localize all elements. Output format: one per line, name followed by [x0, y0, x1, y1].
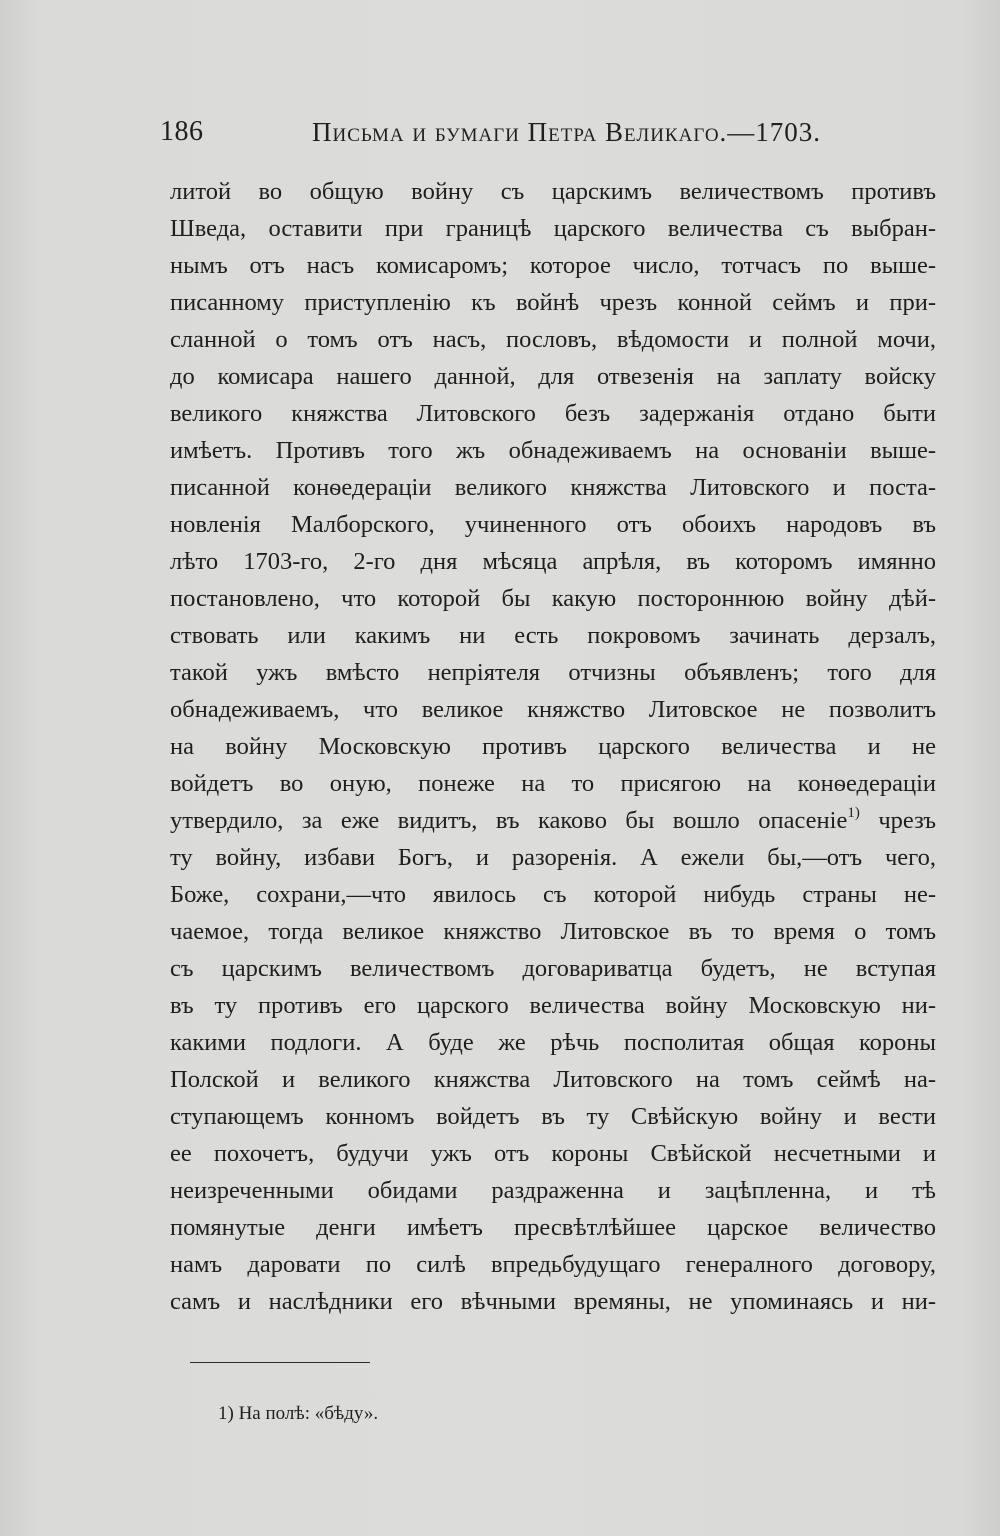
text-line: великого княжства Литовского безъ задержанія отдано быти: [170, 400, 936, 427]
text-line: чаемое, тогда великое княжство Литовское въ то время о томъ: [170, 918, 936, 945]
text-line: лѣто 1703-го, 2-го дня мѣсяца апрѣля, въ которомъ имянно: [170, 548, 936, 575]
footnote-marker: 1): [847, 804, 860, 821]
running-head: Письма и бумаги Петра Великаго.—1703.: [312, 117, 822, 147]
text-line: на войну Московскую противъ царского величества и не: [170, 733, 936, 760]
footnote-divider: [190, 1362, 370, 1363]
text-line: постановлено, что которой бы какую постороннюю войну дѣй-: [170, 585, 936, 612]
text-line: неизреченными обидами раздраженна и зацѣпленна, и тѣ: [170, 1177, 936, 1204]
text-line: войдетъ во оную, понеже на то присягою на конѳедераціи: [170, 770, 936, 797]
text-line: писанному приступленію къ войнѣ чрезъ конной сеймъ и при-: [170, 289, 936, 316]
text-line: какими подлоги. А буде же рѣчь посполитая общая короны: [170, 1029, 936, 1056]
text-line: ту войну, избави Богъ, и разоренія. А ежели бы,—отъ чего,: [170, 844, 936, 871]
text-line: Боже, сохрани,—что явилось съ которой нибудь страны не-: [170, 881, 936, 908]
text-line: съ царскимъ величествомъ договариватца будетъ, не вступая: [170, 955, 936, 982]
text-line: нымъ отъ насъ комисаромъ; которое число, тотчасъ по выше-: [170, 252, 936, 279]
text-line: ее похочетъ, будучи ужъ отъ короны Свѣйской несчетными и: [170, 1140, 936, 1167]
text-line: помянутые денги имѣетъ пресвѣтлѣйшее царское величество: [170, 1214, 936, 1241]
text-line: литой во общую войну съ царскимъ величествомъ противъ: [170, 178, 936, 205]
text-line: обнадеживаемъ, что великое княжство Литовское не позволитъ: [170, 696, 936, 723]
text-line: сланной о томъ отъ насъ, пословъ, вѣдомости и полной мочи,: [170, 326, 936, 353]
page-header: [160, 116, 822, 156]
text-line: въ ту противъ его царского величества войну Московскую ни-: [170, 992, 936, 1019]
text-line: ствовать или какимъ ни есть покровомъ зачинать дерзалъ,: [170, 622, 936, 649]
text-line: до комисара нашего данной, для отвезенія на заплату войску: [170, 363, 936, 390]
text-line: намъ даровати по силѣ впредьбудущаго генералного договору,: [170, 1251, 936, 1278]
text-line: Полской и великого княжства Литовского на томъ сеймѣ на-: [170, 1066, 936, 1093]
body-text: [170, 173, 936, 1320]
text-line: такой ужъ вмѣсто непріятеля отчизны объявленъ; того для: [170, 659, 936, 686]
text-line: ступающемъ конномъ войдетъ въ ту Свѣйскую войну и вести: [170, 1103, 936, 1130]
footnote: 1) На полѣ: «бѣду».: [218, 1403, 379, 1424]
text-line-fragment: чрезъ: [878, 807, 937, 834]
text-line-with-footnote: [170, 802, 936, 839]
page-number: 186: [160, 116, 204, 147]
text-line: Шведа, оставити при границѣ царского величества съ выбран-: [170, 215, 936, 242]
text-line: самъ и наслѣдники его вѣчными времяны, не упоминаясь и ни-: [170, 1288, 936, 1315]
text-line: новленія Малборского, учиненного отъ обоихъ народовъ въ: [170, 511, 936, 538]
text-line-fragment: утвердило, за еже видитъ, въ каково бы вошло опасеніе: [170, 807, 848, 834]
text-line: писанной конѳедераціи великого княжства Литовского и поста-: [170, 474, 936, 501]
text-line: имѣетъ. Противъ того жъ обнадеживаемъ на основаніи выше-: [170, 437, 936, 464]
